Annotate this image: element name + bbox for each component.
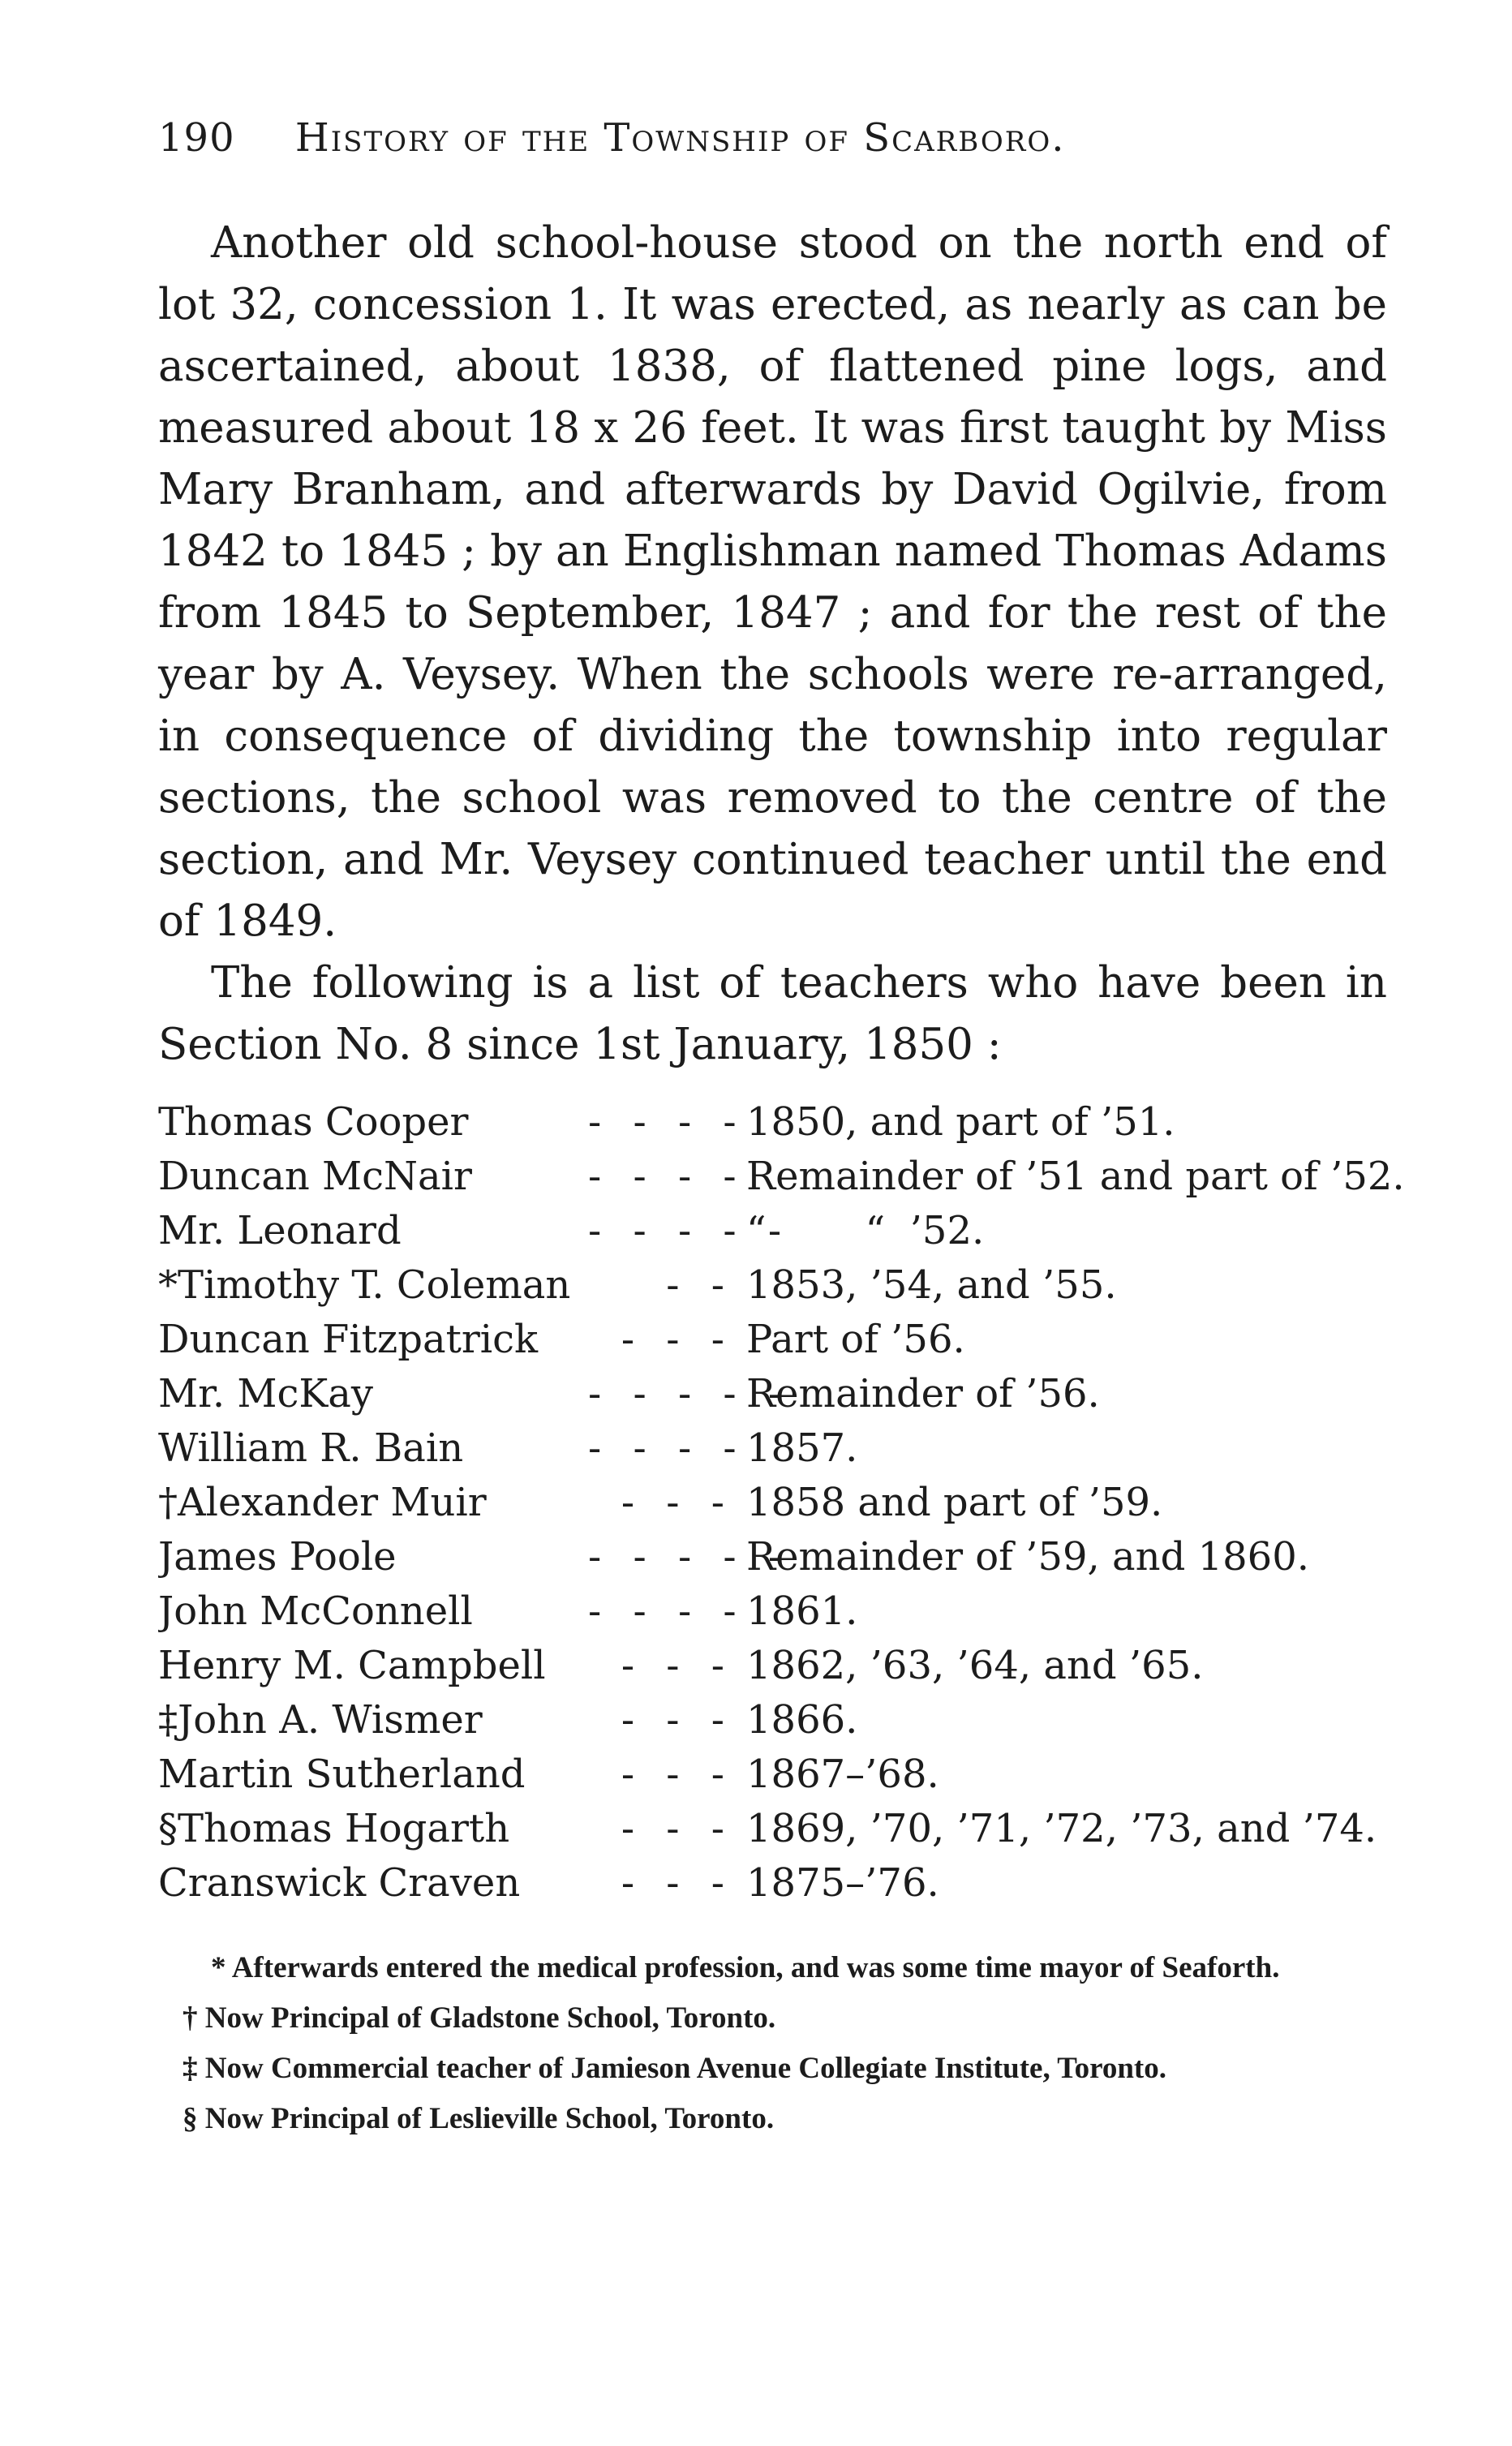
teacher-years: 1861. (746, 1588, 858, 1634)
teacher-row (158, 1693, 1424, 1747)
running-header (158, 115, 1391, 161)
teacher-name: Duncan McNair (158, 1154, 472, 1199)
leader-dashes: - - - - (588, 1425, 746, 1471)
leader-dashes: - - - (621, 1752, 734, 1797)
teacher-row (158, 1367, 1424, 1421)
teacher-row (158, 1639, 1424, 1693)
footnote-section: § Now Principal of Leslieville School, Toronto. (183, 2102, 775, 2135)
teacher-years: Part of ’56. (746, 1317, 965, 1362)
leader-dashes: - - - - - (588, 1208, 792, 1253)
teacher-years: 1862, ’63, ’64, and ’65. (746, 1643, 1204, 1688)
leader-dashes: - - - (621, 1317, 734, 1362)
teacher-name: Cranswick Craven (158, 1860, 521, 1906)
body-text (158, 213, 1387, 1076)
teacher-row (158, 1313, 1424, 1367)
teacher-years: “ “ ’52. (746, 1208, 985, 1253)
paragraph-school-house: Another old school-house stood on the north end of lot 32, concession 1. It was erected, as nearly as can be ascertained, about 1838, of flattened pine logs, and measured about 18 x 26 feet. It was first taught by Miss Mary Branham, and afterwards by David Ogilvie, from 1842 to 1845 ; by an Englishman named Thomas Adams from 1845 to September, 1847 ; and for the rest of the year by A. Veysey. When the schools were re-arranged, in consequence of dividing the township into regular sections, the school was removed to the centre of the section, and Mr. Veysey continued teacher until the end of 1849. (158, 218, 1387, 946)
leader-dashes: - - - (621, 1643, 734, 1688)
leader-dashes: - - - - (588, 1099, 746, 1145)
teacher-row (158, 1476, 1424, 1530)
teacher-name: Mr. McKay (158, 1371, 373, 1416)
leader-dashes: - - - (621, 1697, 734, 1743)
teacher-name: Martin Sutherland (158, 1752, 526, 1797)
teacher-name: William R. Bain (158, 1425, 464, 1471)
leader-dashes: - - - - (588, 1154, 746, 1199)
teacher-years: 1867–’68. (746, 1752, 939, 1797)
teacher-list (158, 1095, 1424, 1911)
teacher-row (158, 1584, 1424, 1639)
teacher-row (158, 1530, 1424, 1584)
teacher-name: Mr. Leonard (158, 1208, 402, 1253)
footnote-asterisk: * Afterwards entered the medical profession, and was some time mayor of Seaforth. (211, 1951, 1280, 1984)
teacher-years: Remainder of ’56. (746, 1371, 1100, 1416)
teacher-name: John McConnell (158, 1588, 473, 1634)
teacher-years: 1857. (746, 1425, 858, 1471)
teacher-name: *Timothy T. Coleman (158, 1262, 571, 1308)
teacher-row (158, 1204, 1424, 1258)
leader-dashes: - - - (621, 1860, 734, 1906)
teacher-row (158, 1856, 1424, 1911)
leader-dashes: - - - - - (588, 1371, 792, 1416)
leader-dashes: - - (666, 1262, 734, 1308)
teacher-years: 1869, ’70, ’71, ’72, ’73, and ’74. (746, 1806, 1377, 1851)
teacher-row (158, 1802, 1424, 1856)
teacher-years: 1866. (746, 1697, 858, 1743)
teacher-years: 1875–’76. (746, 1860, 939, 1906)
teacher-years: Remainder of ’59, and 1860. (746, 1534, 1309, 1580)
teacher-name: Thomas Cooper (158, 1099, 469, 1145)
teacher-name: †Alexander Muir (158, 1480, 487, 1525)
teacher-years: 1853, ’54, and ’55. (746, 1262, 1117, 1308)
teacher-row (158, 1095, 1424, 1150)
teacher-name: James Poole (158, 1534, 397, 1580)
teacher-row (158, 1747, 1424, 1802)
leader-dashes: - - - (621, 1480, 734, 1525)
footnotes (158, 1945, 1391, 2147)
teacher-name: §Thomas Hogarth (158, 1806, 510, 1851)
teacher-row (158, 1150, 1424, 1204)
paragraph-teacher-list-intro: The following is a list of teachers who have been in Section No. 8 since 1st January, 1850 : (158, 958, 1387, 1069)
teacher-years: 1858 and part of ’59. (746, 1480, 1163, 1525)
leader-dashes: - - - (621, 1806, 734, 1851)
teacher-name: Henry M. Campbell (158, 1643, 546, 1688)
teacher-name: ‡John A. Wismer (158, 1697, 483, 1743)
running-title: History of the Township of Scarboro. (294, 115, 1066, 161)
footnote-double-dagger: ‡ Now Commercial teacher of Jamieson Avenue Collegiate Institute, Toronto. (183, 2052, 1166, 2085)
teacher-years: 1850, and part of ’51. (746, 1099, 1175, 1145)
teacher-row (158, 1258, 1424, 1313)
teacher-name: Duncan Fitzpatrick (158, 1317, 539, 1362)
leader-dashes: - - - - (588, 1588, 746, 1634)
page-number: 190 (158, 115, 235, 161)
teacher-years: Remainder of ’51 and part of ’52. (746, 1154, 1405, 1199)
leader-dashes: - - - - - (588, 1534, 792, 1580)
footnote-dagger: † Now Principal of Gladstone School, Toronto. (183, 2001, 776, 2035)
teacher-row (158, 1421, 1424, 1476)
